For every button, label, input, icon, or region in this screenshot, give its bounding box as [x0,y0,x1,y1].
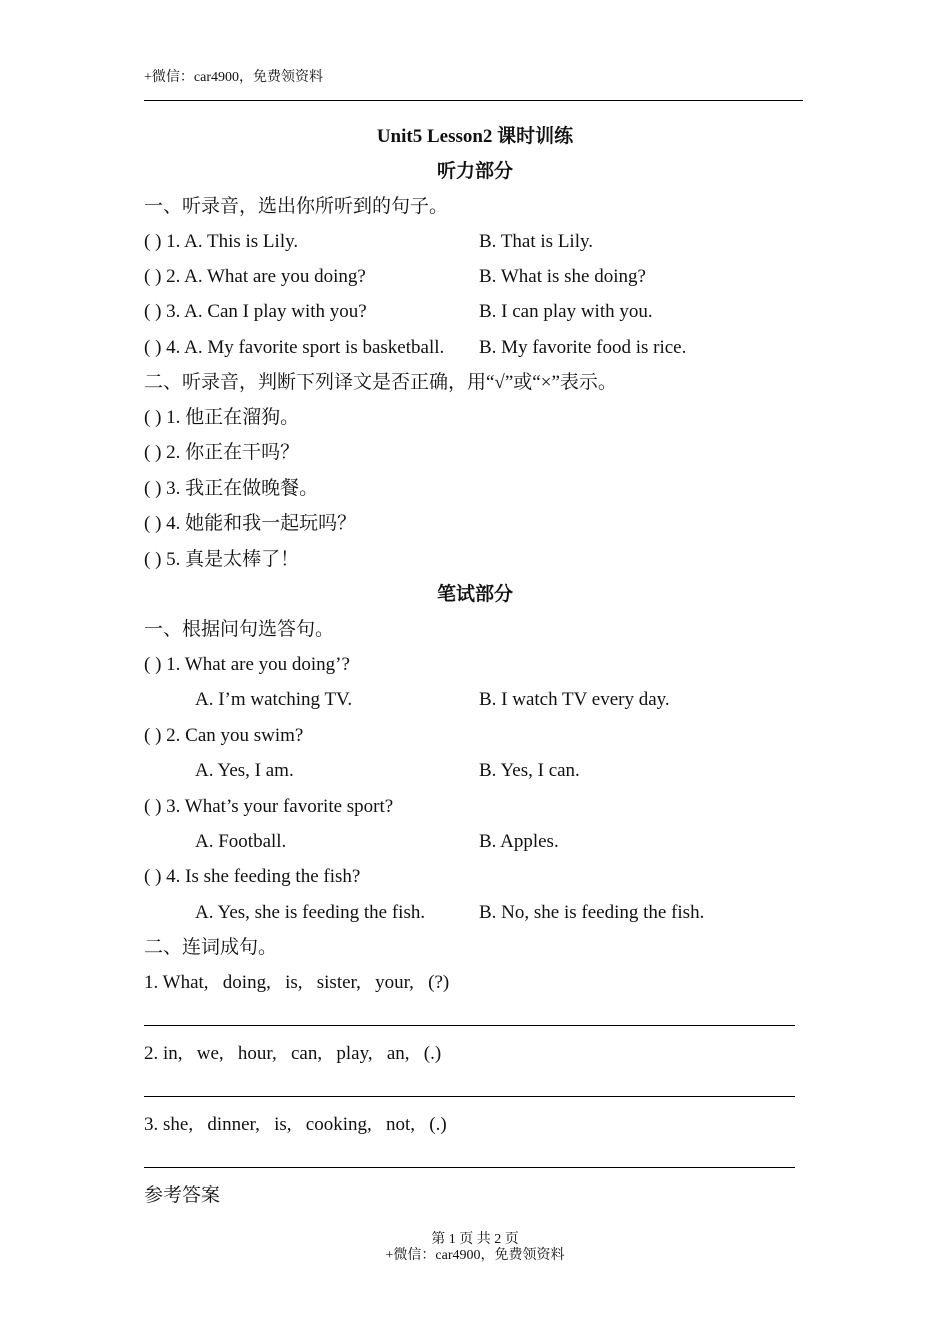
listening-heading: 听力部分 [436,161,513,182]
header-rule [144,100,803,101]
listening-q4-option-b: B. My favorite food is rice. [479,337,687,358]
writing-q1-option-b: B. I watch TV every day. [479,689,670,710]
writing-q4-option-b: B. No, she is feeding the fish. [479,902,705,923]
writing-part1-instruction: 一、根据问句选答句。 [144,619,335,640]
reorder-item-3: 3. she, dinner, is, cooking, not, (.) [144,1114,447,1135]
writing-q3-question: ( ) 3. What’s your favorite sport? [144,796,394,817]
listening-q2-stem: ( ) 2. A. What are you doing? [144,266,366,287]
footer-page-number: 第 1 页 共 2 页 [431,1232,519,1247]
listening-part2-item-4: ( ) 4. 她能和我一起玩吗？ [144,513,357,534]
listening-part2-instruction: 二、听录音，判断下列译文是否正确，用“√”或“×”表示。 [144,372,617,393]
writing-q1-question: ( ) 1. What are you doing’? [144,654,350,675]
listening-part2-item-2: ( ) 2. 你正在干吗？ [144,442,300,463]
answer-blank-1[interactable] [144,1025,795,1026]
header-note: +微信：car4900，免费领资料 [144,70,323,85]
reorder-item-1: 1. What, doing, is, sister, your, (?) [144,972,450,993]
listening-q1-option-b: B. That is Lily. [479,231,593,252]
writing-q4-question: ( ) 4. Is she feeding the fish? [144,866,361,887]
writing-q2-option-a: A. Yes, I am. [195,760,294,781]
listening-part2-item-3: ( ) 3. 我正在做晚餐。 [144,478,319,499]
listening-q1-stem: ( ) 1. A. This is Lily. [144,231,299,252]
writing-q3-option-a: A. Football. [195,831,287,852]
listening-q3-option-b: B. I can play with you. [479,301,653,322]
writing-q1-option-a: A. I’m watching TV. [195,689,353,710]
document-title: Unit5 Lesson2 课时训练 [376,126,574,147]
listening-q2-option-b: B. What is she doing? [479,266,646,287]
writing-q2-question: ( ) 2. Can you swim? [144,725,304,746]
answer-blank-2[interactable] [144,1096,795,1097]
writing-q2-option-b: B. Yes, I can. [479,760,580,781]
listening-q4-stem: ( ) 4. A. My favorite sport is basketball. [144,337,445,358]
listening-part1-instruction: 一、听录音，选出你所听到的句子。 [144,196,449,217]
writing-q3-option-b: B. Apples. [479,831,559,852]
listening-q3-stem: ( ) 3. A. Can I play with you? [144,301,367,322]
footer-note: +微信：car4900，免费领资料 [385,1248,565,1263]
answers-label: 参考答案 [144,1185,221,1206]
listening-part2-item-1: ( ) 1. 他正在溜狗。 [144,407,300,428]
writing-part2-instruction: 二、连词成句。 [144,937,278,958]
answer-blank-3[interactable] [144,1167,795,1168]
listening-part2-item-5: ( ) 5. 真是太棒了！ [144,549,300,570]
reorder-item-2: 2. in, we, hour, can, play, an, (.) [144,1043,442,1064]
writing-q4-option-a: A. Yes, she is feeding the fish. [195,902,426,923]
writing-heading: 笔试部分 [436,584,513,605]
